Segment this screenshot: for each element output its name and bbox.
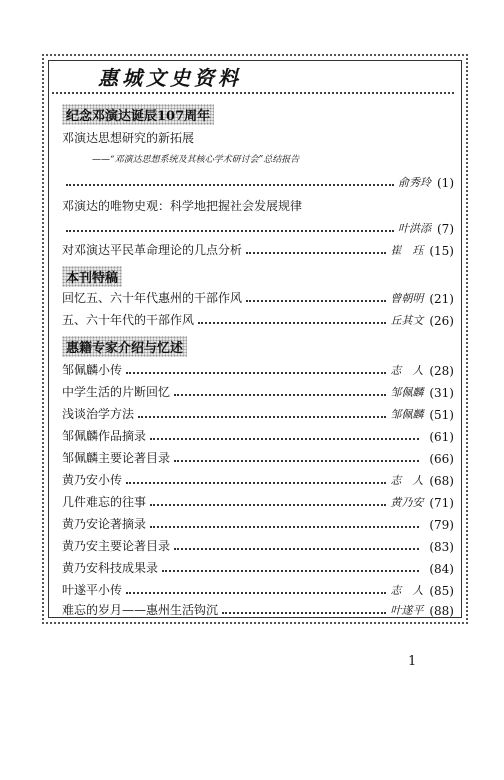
entry-title: 对邓演达平民革命理论的几点分析 (62, 243, 243, 257)
leader-dots (198, 322, 386, 324)
entry-author: 黄乃安 (390, 496, 424, 509)
entry-title: 五、六十年代的干部作风 (62, 313, 195, 327)
entry-author: 邹佩麟 (390, 408, 424, 421)
toc-entry (62, 308, 454, 328)
toc-entry (62, 358, 454, 378)
leader-dots (150, 504, 386, 506)
entry-page: (15) (429, 244, 454, 258)
toc-entry (62, 468, 454, 488)
entry-title: 邓演达思想研究的新拓展 (62, 131, 195, 145)
toc-entry (62, 402, 454, 422)
entry-page: (71) (429, 496, 454, 510)
leader-dots (66, 184, 394, 186)
entry-title: 浅谈治学方法 (62, 407, 135, 421)
entry-title: 难忘的岁月——惠州生活钩沉 (62, 603, 219, 617)
entry-title: 黄乃安主要论著目录 (62, 539, 171, 553)
entry-title: 邓演达的唯物史观：科学地把握社会发展规律 (62, 199, 303, 213)
entry-page: (31) (429, 386, 454, 400)
entry-title: 几件难忘的往事 (62, 495, 147, 509)
toc-entry (62, 170, 454, 190)
leader-dots (174, 394, 386, 396)
toc-entry (62, 446, 454, 466)
leader-dots (126, 592, 386, 594)
entry-page: (51) (429, 408, 454, 422)
page-number: 1 (408, 654, 417, 669)
entry-page: (26) (429, 314, 454, 328)
entry-author: 志 人 (390, 364, 424, 377)
section-title: 纪念邓演达诞辰107周年 (62, 104, 214, 125)
toc-entry (62, 126, 454, 146)
entry-page: (66) (429, 452, 454, 466)
entry-page: (61) (429, 430, 454, 444)
toc-entry (62, 556, 454, 576)
entry-subtitle: ——“邓演达思想系统及其核心学术研讨会”总结报告 (92, 155, 300, 165)
leader-dots (150, 526, 419, 528)
entry-author: 曾朝明 (390, 292, 424, 305)
entry-title: 黄乃安科技成果录 (62, 561, 159, 575)
section-title: 惠籍专家介绍与忆述 (62, 336, 187, 357)
toc-entry (62, 534, 454, 554)
entry-author: 志 人 (390, 584, 424, 597)
journal-title: 惠城文史资料 (92, 62, 248, 91)
entry-author: 叶洪添 (398, 222, 431, 235)
leader-dots (174, 460, 419, 462)
entry-page: (88) (429, 604, 454, 618)
toc-entry (62, 194, 454, 214)
leader-dots (138, 416, 386, 418)
leader-dots (126, 482, 386, 484)
toc-entry (62, 512, 454, 532)
toc-entry (62, 424, 454, 444)
entry-title: 中学生活的片断回忆 (62, 385, 171, 399)
leader-dots (126, 372, 386, 374)
entry-title: 邹佩麟小传 (62, 363, 123, 377)
entry-title: 邹佩麟主要论著目录 (62, 451, 171, 465)
entry-page: (7) (437, 222, 454, 236)
entry-author: 叶遂平 (390, 604, 424, 617)
entry-title: 黄乃安论著摘录 (62, 517, 147, 531)
entry-page: (83) (429, 540, 454, 554)
toc-entry (62, 380, 454, 400)
entry-title: 回忆五、六十年代惠州的干部作风 (62, 291, 243, 305)
entry-author: 邹佩麟 (390, 386, 424, 399)
toc-entry (62, 578, 454, 598)
leader-dots (150, 438, 419, 440)
toc-entry (62, 490, 454, 510)
entry-page: (84) (429, 562, 454, 576)
entry-author: 志 人 (390, 474, 424, 487)
section-title: 本刊特稿 (62, 266, 122, 287)
entry-page: (21) (429, 292, 454, 306)
entry-title: 叶遂平小传 (62, 583, 123, 597)
entry-author: 俞秀玲 (398, 176, 431, 189)
header-divider (52, 92, 454, 94)
entry-page: (85) (429, 584, 454, 598)
entry-page: (28) (429, 364, 454, 378)
entry-author: 崔 珏 (390, 244, 424, 257)
toc-entry (62, 598, 454, 618)
leader-dots (246, 252, 386, 254)
toc-entry (62, 216, 454, 236)
toc-entry (62, 286, 454, 306)
entry-author: 丘其文 (390, 314, 424, 327)
entry-page: (1) (437, 176, 454, 190)
toc-entry (62, 238, 454, 258)
leader-dots (66, 230, 394, 232)
leader-dots (246, 300, 386, 302)
leader-dots (162, 570, 419, 572)
entry-title: 黄乃安小传 (62, 473, 123, 487)
entry-title: 邹佩麟作品摘录 (62, 429, 147, 443)
leader-dots (222, 612, 386, 614)
entry-page: (68) (429, 474, 454, 488)
leader-dots (174, 548, 419, 550)
entry-page: (79) (429, 518, 454, 532)
